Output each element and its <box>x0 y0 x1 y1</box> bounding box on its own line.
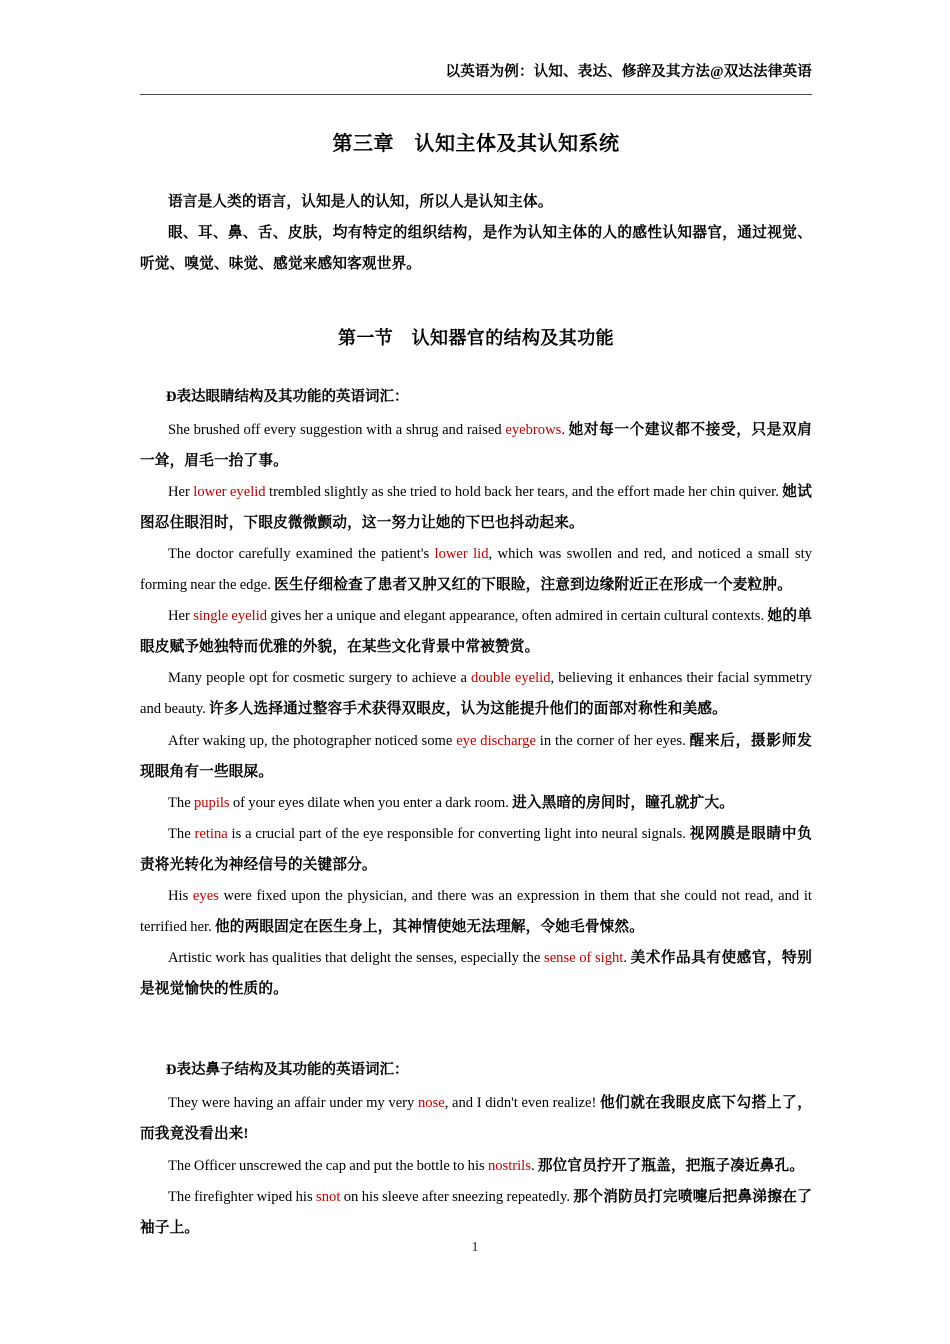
subsection-heading-nose-label: 表达鼻子结构及其功能的英语词汇： <box>176 1062 409 1079</box>
entry-item <box>140 415 812 477</box>
entry-en-before: Her <box>168 483 194 500</box>
entry-en-after: . <box>530 1157 538 1174</box>
entry-en-after: on his sleeve after sneezing repeatedly. <box>340 1188 574 1205</box>
entry-item <box>140 943 812 1005</box>
entry-en-after: . <box>561 421 569 438</box>
eth-bullet-icon: Ð <box>166 1062 177 1079</box>
entry-zh: 他们就在我眼皮底下勾搭上了，而我竟没看出来! <box>140 1095 812 1143</box>
entry-zh: 他的两眼固定在医生身上，其神情使她无法理解，令她毛骨悚然。 <box>214 918 645 935</box>
header-divider <box>140 94 812 95</box>
entry-en-before: The firefighter wiped his <box>168 1188 317 1205</box>
eth-bullet-icon: Ð <box>166 388 177 405</box>
entry-en-before: Artistic work has qualities that delight the senses, especially the <box>168 950 545 967</box>
entry-en-before: Her <box>168 608 194 625</box>
entry-term: nostrils <box>487 1157 531 1174</box>
entry-zh: 她试图忍住眼泪时，下眼皮微微颤动，这一努力让她的下巴也抖动起来。 <box>140 483 813 531</box>
entry-en-after: were fixed upon the physician, and there was an expression in them that she could not read, and it terrified her. <box>140 887 812 935</box>
entry-zh: 进入黑暗的房间时，瞳孔就扩大。 <box>512 794 735 811</box>
entry-zh: 她对每一个建议都不接受，只是双肩一耸，眉毛一抬了事。 <box>140 421 812 469</box>
entry-item <box>140 1182 812 1244</box>
intro-paragraph-1: 语言是人类的语言，认知是人的认知，所以人是认知主体。 <box>168 194 553 211</box>
entry-item <box>140 881 812 943</box>
entry-term: retina <box>194 825 228 842</box>
entry-en-before: The Officer unscrewed the cap and put the bottle to his <box>168 1157 488 1174</box>
running-header <box>140 0 812 82</box>
page-content-column <box>140 0 812 1244</box>
entry-zh: 她的单眼皮赋予她独特而优雅的外貌，在某些文化背景中常被赞赏。 <box>140 608 812 656</box>
entry-en-before: After waking up, the photographer noticed some <box>168 732 457 749</box>
entry-en-before: His <box>168 887 193 904</box>
entry-en-before: Many people opt for cosmetic surgery to achieve a <box>168 670 472 687</box>
entry-zh: 醒来后，摄影师发现眼角有一些眼屎。 <box>140 732 812 780</box>
entry-en-after: , believing it enhances their facial symmetry and beauty. <box>140 670 812 718</box>
entry-term: sense of sight <box>544 950 624 967</box>
entry-term: lower eyelid <box>193 483 266 500</box>
running-header-title: 以英语为例：认知、表达、修辞及其方法@双达法律英语 <box>445 64 812 80</box>
entry-item <box>140 601 812 663</box>
entry-en-before: The doctor carefully examined the patient's <box>168 546 435 563</box>
entry-term: snot <box>316 1188 341 1205</box>
entry-zh: 那位官员拧开了瓶盖，把瓶子凑近鼻孔。 <box>537 1157 805 1174</box>
entry-zh: 医生仔细检查了患者又肿又红的下眼睑，注意到边缘附近正在形成一个麦粒肿。 <box>274 577 792 594</box>
entry-en-after: in the corner of her eyes. <box>535 732 690 749</box>
entry-item <box>140 477 812 539</box>
entry-term: eyes <box>192 887 219 904</box>
entry-term: eye discharge <box>456 732 536 749</box>
entry-term: nose <box>417 1095 445 1112</box>
entry-en-before: The <box>168 825 195 842</box>
entry-en-before: They were having an affair under my very <box>168 1095 418 1112</box>
subsection-heading-eyes <box>140 386 812 409</box>
subsection-heading-nose <box>140 1059 812 1082</box>
entry-item <box>140 819 812 881</box>
entry-en-before: She brushed off every suggestion with a shrug and raised <box>168 421 506 438</box>
entry-term: single eyelid <box>193 608 268 625</box>
entry-en-before: The <box>168 794 194 811</box>
entry-en-after: of your eyes dilate when you enter a dark room. <box>229 794 513 811</box>
entry-zh: 那个消防员打完喷嚏后把鼻涕擦在了袖子上。 <box>140 1188 812 1236</box>
entry-term: double eyelid <box>471 670 551 687</box>
intro-block <box>140 187 812 280</box>
page-number: 1 <box>471 1240 479 1255</box>
entry-item <box>140 539 812 601</box>
subsection-heading-eyes-label: 表达眼睛结构及其功能的英语词汇： <box>176 388 409 405</box>
entry-term: eyebrows <box>505 421 562 438</box>
section-title: 第一节 认知器官的结构及其功能 <box>338 327 614 348</box>
entry-item <box>140 1151 812 1182</box>
entry-item <box>140 663 812 725</box>
entry-en-after: is a crucial part of the eye responsible for converting light into neural signals. <box>227 825 690 842</box>
entry-en-after: gives her a unique and elegant appearance, often admired in certain cultural contexts. <box>267 608 768 625</box>
entry-list-nose <box>140 1088 812 1243</box>
entry-zh: 美术作品具有使感官，特别是视觉愉快的性质的。 <box>140 950 812 998</box>
chapter-title: 第三章 认知主体及其认知系统 <box>332 133 620 156</box>
entry-list-eyes <box>140 415 812 1005</box>
entry-en-after: . <box>623 950 631 967</box>
entry-zh: 许多人选择通过整容手术获得双眼皮，认为这能提升他们的面部对称性和美感。 <box>209 701 727 718</box>
entry-item <box>140 788 812 819</box>
entry-en-after: , which was swollen and red, and noticed a small sty forming near the edge. <box>140 546 812 594</box>
entry-en-after: , and I didn't even realize! <box>444 1095 600 1112</box>
entry-term: lower lid <box>434 546 489 563</box>
section-spacer <box>140 1005 812 1025</box>
entry-item <box>140 1088 812 1150</box>
entry-item <box>140 726 812 788</box>
entry-zh: 视网膜是眼睛中负责将光转化为神经信号的关键部分。 <box>140 825 812 873</box>
entry-term: pupils <box>193 794 230 811</box>
entry-en-after: trembled slightly as she tried to hold back her tears, and the effort made her chin quiver. <box>265 483 783 500</box>
intro-paragraph-2: 眼、耳、鼻、舌、皮肤，均有特定的组织结构，是作为认知主体的人的感性认知器官，通过视觉、听觉、嗅觉、味觉、感觉来感知客观世界。 <box>140 225 812 273</box>
